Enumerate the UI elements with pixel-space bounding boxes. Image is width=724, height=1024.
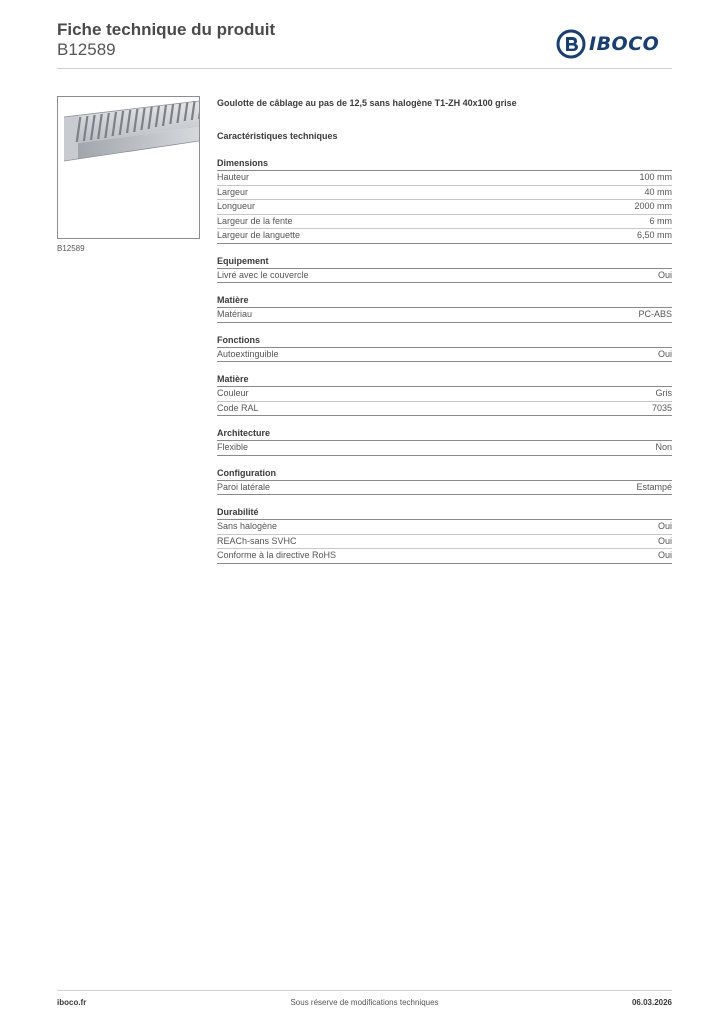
spec-label: Longueur (217, 201, 256, 211)
spec-value: 2000 mm (634, 201, 672, 211)
brand-logo (556, 26, 674, 62)
spec-value: Non (655, 442, 672, 452)
spec-row (217, 549, 672, 564)
spec-row (217, 215, 672, 230)
spec-row (217, 520, 672, 535)
section-title: Configuration (217, 467, 672, 481)
spec-row (217, 269, 672, 284)
spec-row (217, 402, 672, 417)
spec-row (217, 387, 672, 402)
spec-label: Flexible (217, 442, 249, 452)
spec-row (217, 535, 672, 550)
product-code: B12589 (57, 40, 116, 59)
spec-value: 7035 (651, 402, 672, 413)
spec-label: Paroi latérale (217, 481, 271, 492)
header-divider (57, 68, 672, 69)
spec-value: Oui (657, 535, 672, 546)
section-title: Durabilité (217, 506, 672, 520)
spec-value: Estampé (636, 481, 672, 492)
spec-label: Matériau (217, 309, 253, 319)
footer-divider (57, 990, 672, 991)
page-title: Fiche technique du produit (57, 20, 276, 39)
product-name: Goulotte de câblage au pas de 12,5 sans halogène T1-ZH 40x100 grise (217, 98, 517, 108)
section-title: Matière (217, 373, 672, 387)
spec-value: 100 mm (639, 172, 672, 182)
spec-row (217, 308, 672, 323)
footer-date: 06.03.2026 (631, 998, 672, 1007)
spec-row (217, 481, 672, 496)
spec-content (217, 96, 672, 564)
spec-label: Sans halogène (217, 521, 278, 531)
spec-row (217, 200, 672, 215)
spec-section (217, 506, 672, 564)
logo-wordmark: IBOCO (589, 33, 660, 55)
spec-label: Livré avec le couvercle (217, 269, 309, 280)
spec-row (217, 229, 672, 244)
spec-section (217, 427, 672, 456)
section-title: Dimensions (217, 157, 672, 171)
spec-subheading: Caractéristiques techniques (217, 131, 338, 141)
spec-label: Hauteur (217, 172, 250, 182)
section-title: Equipement (217, 255, 672, 269)
spec-label: Largeur (217, 186, 249, 197)
spec-label: Couleur (217, 388, 249, 398)
spec-value: Oui (657, 521, 672, 531)
spec-section (217, 467, 672, 496)
spec-row (217, 186, 672, 201)
iboco-logo-icon (556, 29, 586, 59)
spec-section (217, 294, 672, 323)
product-image (57, 96, 200, 239)
spec-value: Oui (657, 550, 672, 560)
cable-duct-illustration (58, 97, 199, 238)
footer-website: iboco.fr (57, 998, 87, 1007)
spec-row (217, 348, 672, 363)
spec-label: Autoextinguible (217, 348, 279, 359)
spec-row (217, 441, 672, 456)
spec-section (217, 373, 672, 416)
spec-value: Oui (657, 348, 672, 359)
spec-section (217, 334, 672, 363)
spec-value: Oui (657, 269, 672, 280)
spec-value: 40 mm (644, 186, 672, 197)
spec-label: Largeur de languette (217, 230, 301, 240)
spec-row (217, 171, 672, 186)
spec-label: Code RAL (217, 402, 259, 413)
image-caption: B12589 (57, 244, 85, 253)
section-title: Architecture (217, 427, 672, 441)
section-title: Matière (217, 294, 672, 308)
spec-label: REACh-sans SVHC (217, 535, 297, 546)
spec-label: Largeur de la fente (217, 215, 293, 226)
spec-value: Gris (655, 388, 672, 398)
spec-label: Conforme à la directive RoHS (217, 550, 337, 560)
spec-value: 6,50 mm (636, 230, 672, 240)
spec-sections (217, 157, 672, 564)
spec-section (217, 255, 672, 284)
spec-value: 6 mm (649, 215, 672, 226)
footer-note: Sous réserve de modifications techniques (290, 998, 439, 1007)
spec-section (217, 157, 672, 244)
spec-value: PC-ABS (638, 309, 672, 319)
section-title: Fonctions (217, 334, 672, 348)
